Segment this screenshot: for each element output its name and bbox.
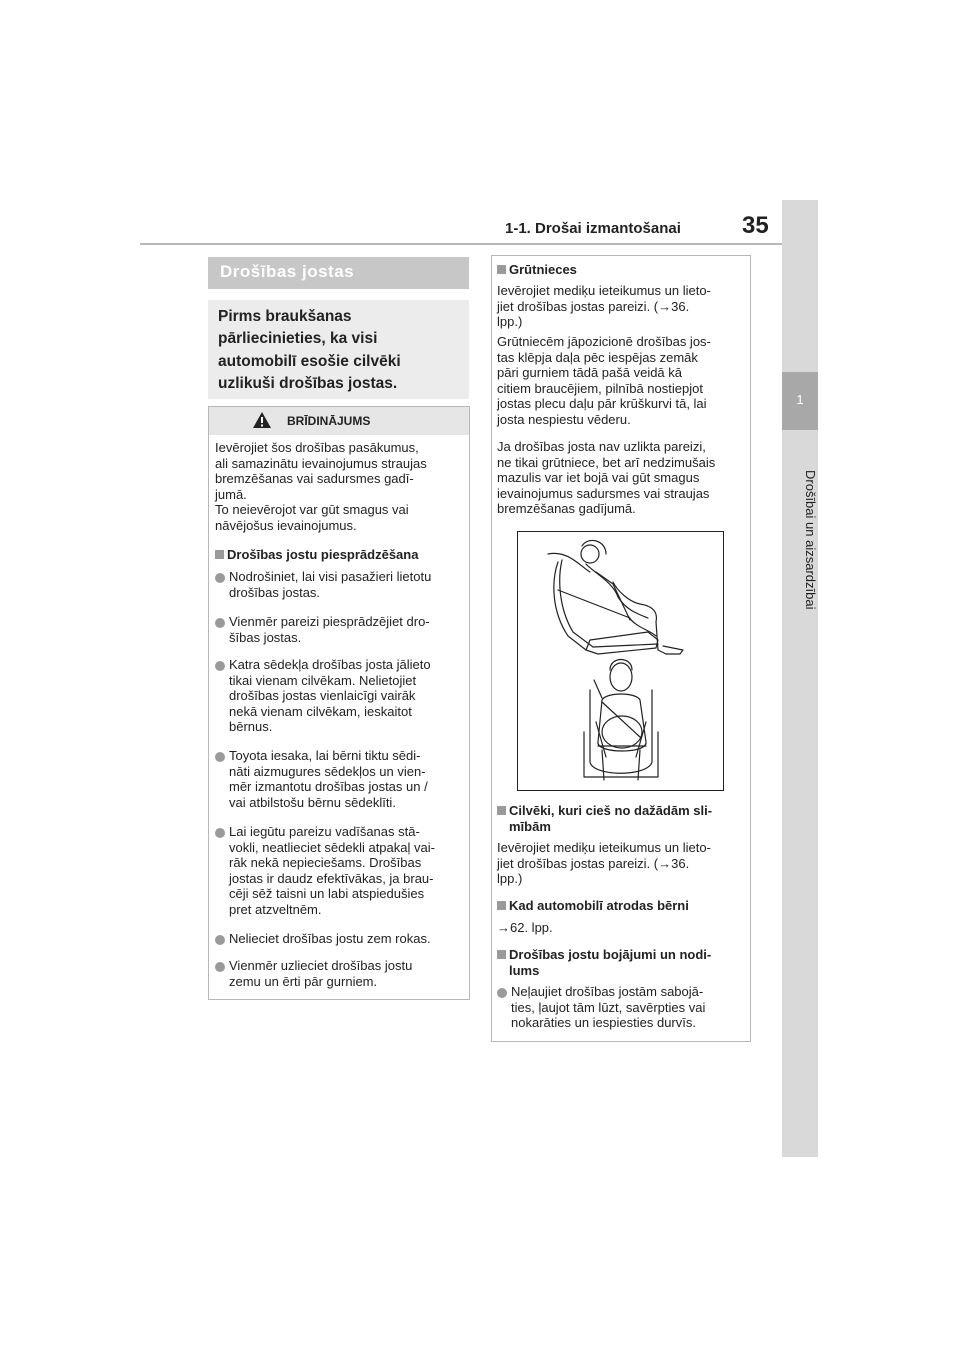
- round-bullet-icon: [497, 988, 507, 998]
- warning-bullet: Lai iegūtu pareizu vadīšanas stā- vokli, neatlieciet sēdekli atpakaļ vai- rāk nekā nepieciešams. Drošības jostas ir daudz efektīvākas, ja brau- cēji sēž taisni un labi atspiedušies pret atzveltnēm.: [229, 824, 435, 917]
- square-bullet-icon: [497, 265, 506, 274]
- children-heading: Kad automobilī atrodas bērni: [497, 898, 745, 914]
- square-bullet-icon: [497, 950, 506, 959]
- square-bullet-icon: [497, 901, 506, 910]
- children-reference: →62. lpp.: [497, 920, 553, 935]
- front-view-figure: [584, 660, 658, 781]
- warning-bullet: Katra sēdekļa drošības josta jālieto tikai vienam cilvēkam. Nelietojiet drošības jostas vienlaicīgi vairāk nekā vienam cilvēkam, ieskaitot bērnus.: [229, 657, 431, 734]
- damage-bullet: Neļaujiet drošības jostām sabojā- ties, ļaujot tām lūzt, savērpties vai nokarāties un iespiesties durvīs.: [511, 984, 706, 1030]
- round-bullet-icon: [215, 573, 225, 583]
- side-view-figure: [548, 540, 683, 654]
- warning-subheading: Drošības jostu piesprādzēšana: [215, 547, 465, 563]
- square-bullet-icon: [497, 806, 506, 815]
- warning-bullet: Nodrošiniet, lai visi pasažieri lietotu drošības jostas.: [229, 569, 432, 600]
- warning-bullet: Vienmēr uzlieciet drošības jostu zemu un ērti pār gurniem.: [229, 958, 413, 989]
- warning-paragraph: Ievērojiet šos drošības pasākumus, ali samazinātu ievainojumus straujas bremzēšanas vai sadursmes gadī- jumā. To neievērojot var gūt smagus vai nāvējošus ievainojumus.: [215, 440, 427, 533]
- round-bullet-icon: [215, 828, 225, 838]
- round-bullet-icon: [215, 752, 225, 762]
- pregnant-seatbelt-illustration: [517, 531, 724, 791]
- pregnant-paragraph-1: Ievērojiet mediķu ieteikumus un lieto- jiet drošības jostas pareizi. (→36. lpp.): [497, 283, 711, 329]
- round-bullet-icon: [215, 935, 225, 945]
- warning-title: BRĪDINĀJUMS: [287, 414, 371, 428]
- section-title: Drošības jostas: [220, 262, 355, 281]
- chapter-side-tab: [782, 200, 818, 1157]
- square-bullet-icon: [215, 550, 224, 559]
- pregnant-heading: Grūtnieces: [497, 262, 745, 278]
- round-bullet-icon: [215, 661, 225, 671]
- warning-bullet: Nelieciet drošības jostu zem rokas.: [229, 931, 431, 946]
- warning-triangle-icon: [252, 411, 272, 429]
- illness-heading: Cilvēki, kuri cieš no dažādām sli- mībām: [497, 803, 745, 834]
- pregnant-paragraph-3: Ja drošības josta nav uzlikta pareizi, ne tikai grūtniece, bet arī nedzimušais mazulis var iet bojā vai gūt smagus ievainojumus sadursmes vai straujas bremzēšanas gadījumā.: [497, 439, 716, 516]
- section-reference: 1-1. Drošai izmantošanai: [505, 220, 681, 237]
- round-bullet-icon: [215, 962, 225, 972]
- round-bullet-icon: [215, 618, 225, 628]
- header-rule: [140, 243, 782, 245]
- warning-bullet: Toyota iesaka, lai bērni tiktu sēdi- nāti aizmugures sēdekļos un vien- mēr izmantotu drošības jostas un / vai atbilstošu bērnu sēdeklīti.: [229, 748, 428, 810]
- chapter-number: 1: [796, 392, 804, 407]
- pregnant-paragraph-2: Grūtniecēm jāpozicionē drošības jos- tas klēpja daļa pēc iespējas zemāk pāri gurniem tādā pašā veidā kā citiem braucējiem, pilnībā nostiepjot jostas plecu daļu pār krūškurvi tā, lai josta nespiestu vēderu.: [497, 334, 711, 427]
- chapter-title: Drošībai un aizsardzībai: [803, 470, 818, 610]
- warning-bullet: Vienmēr pareizi piesprādzējiet dro- šības jostas.: [229, 614, 430, 645]
- damage-heading: Drošības jostu bojājumi un nodi- lums: [497, 947, 745, 978]
- page-number: 35: [742, 212, 769, 239]
- illness-paragraph: Ievērojiet mediķu ieteikumus un lieto- jiet drošības jostas pareizi. (→36. lpp.): [497, 840, 711, 886]
- intro-text: Pirms braukšanas pārliecinieties, ka visi automobilī esošie cilvēki uzlikuši drošības jostas.: [218, 308, 401, 392]
